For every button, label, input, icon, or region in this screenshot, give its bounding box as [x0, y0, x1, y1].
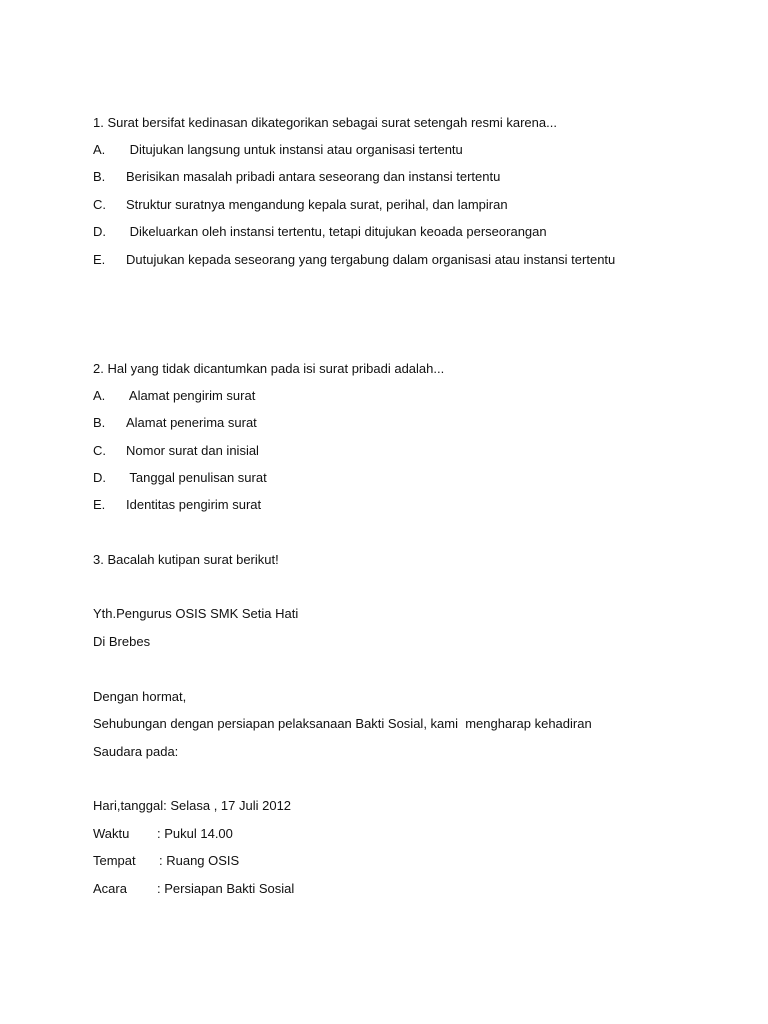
option-text: Ditujukan langsung untuk instansi atau organisasi tertentu: [126, 142, 463, 157]
option-text: Tanggal penulisan surat: [126, 470, 267, 485]
q1-option-d: [93, 224, 547, 240]
option-letter: C.: [93, 197, 106, 212]
option-text: Dutujukan kepada seseorang yang tergabung dalam organisasi atau instansi tertentu: [126, 252, 616, 267]
option-letter: B.: [93, 169, 106, 184]
detail-label: Tempat: [93, 853, 136, 868]
letter-body-line-1: Sehubungan dengan persiapan pelaksanaan Bakti Sosial, kami mengharap kehadiran: [93, 716, 592, 731]
detail-value: : Pukul 14.00: [157, 826, 233, 841]
q1-option-a: [93, 142, 463, 158]
letter-body-line-2: Saudara pada:: [93, 744, 179, 759]
q2-option-c: [93, 443, 259, 459]
question-2: 2. Hal yang tidak dicantumkan pada isi surat pribadi adalah...: [93, 361, 445, 376]
option-text: Struktur suratnya mengandung kepala surat, perihal, dan lampiran: [126, 197, 508, 212]
q1-option-c: [93, 197, 508, 213]
question-1: 1. Surat bersifat kedinasan dikategorikan sebagai surat setengah resmi karena...: [93, 115, 557, 130]
letter-recipient: Yth.Pengurus OSIS SMK Setia Hati: [93, 606, 299, 621]
detail-waktu: [93, 826, 233, 842]
option-text: Identitas pengirim surat: [126, 497, 262, 512]
option-letter: A.: [93, 388, 106, 403]
option-text: Alamat penerima surat: [126, 415, 257, 430]
q1-option-b: [93, 169, 500, 185]
detail-hari-tanggal: [93, 798, 291, 814]
option-letter: E.: [93, 497, 106, 512]
q2-option-a: [93, 388, 255, 404]
question-3: 3. Bacalah kutipan surat berikut!: [93, 552, 279, 567]
option-letter: B.: [93, 415, 106, 430]
detail-acara: [93, 881, 294, 897]
option-text: Nomor surat dan inisial: [126, 443, 259, 458]
option-letter: D.: [93, 224, 106, 239]
option-letter: C.: [93, 443, 106, 458]
detail-value: : Ruang OSIS: [159, 853, 240, 868]
q1-option-e: [93, 252, 615, 268]
option-text: Alamat pengirim surat: [126, 388, 256, 403]
detail-value: : Selasa , 17 Juli 2012: [163, 798, 292, 813]
option-letter: A.: [93, 142, 106, 157]
detail-label: Hari,tanggal: [93, 798, 164, 813]
detail-value: : Persiapan Bakti Sosial: [157, 881, 295, 896]
detail-label: Waktu: [93, 826, 130, 841]
q2-option-d: [93, 470, 267, 486]
q2-option-e: [93, 497, 261, 513]
option-letter: E.: [93, 252, 106, 267]
option-text: Berisikan masalah pribadi antara seseorang dan instansi tertentu: [126, 169, 501, 184]
detail-label: Acara: [93, 881, 127, 896]
q2-option-b: [93, 415, 257, 431]
letter-location: Di Brebes: [93, 634, 151, 649]
letter-greeting: Dengan hormat,: [93, 689, 187, 704]
option-text: Dikeluarkan oleh instansi tertentu, tetapi ditujukan keoada perseorangan: [126, 224, 547, 239]
option-letter: D.: [93, 470, 106, 485]
detail-tempat: [93, 853, 239, 869]
